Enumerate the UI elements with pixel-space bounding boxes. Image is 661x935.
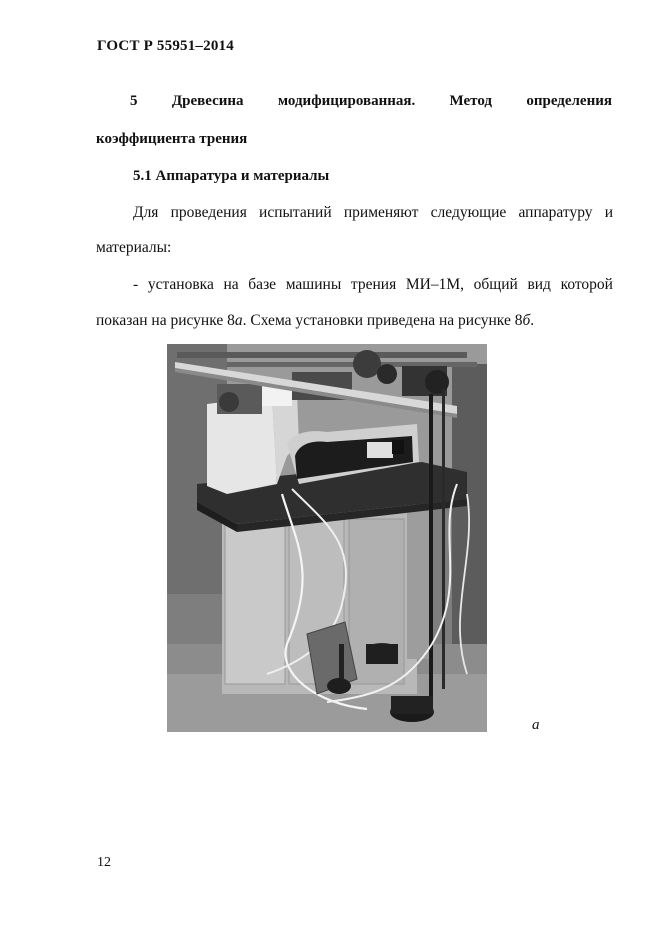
text-run: . Схема установки приведена на рисунке 8	[242, 312, 523, 329]
word: МИ–1М,	[405, 276, 464, 293]
section-heading	[130, 93, 612, 110]
word: и	[604, 204, 613, 221]
word: применяют	[343, 204, 419, 221]
subsection-heading: 5.1 Аппаратура и материалы	[133, 168, 330, 184]
word: аппаратуру	[518, 204, 593, 221]
section-title-word: определения	[526, 93, 612, 109]
figure-label: а	[532, 717, 540, 733]
word: Для	[133, 204, 159, 221]
word: трения	[350, 276, 397, 293]
word: вид	[527, 276, 551, 293]
text-run: показан на рисунке 8	[96, 312, 235, 329]
section-title-word: Древесина	[171, 93, 244, 109]
text-run: .	[530, 312, 535, 329]
word: проведения	[170, 204, 247, 221]
section-number: 5	[130, 93, 138, 109]
section-title-continued: коэффициента трения	[96, 131, 248, 147]
word: на	[223, 276, 239, 293]
page-number: 12	[97, 855, 111, 870]
paragraph-1-line-2: материалы:	[96, 239, 172, 256]
word: испытаний	[259, 204, 332, 221]
word: общий	[473, 276, 518, 293]
word: которой	[560, 276, 613, 293]
word: -	[133, 276, 139, 293]
word: установка	[147, 276, 214, 293]
word: базе	[248, 276, 277, 293]
figure-ref-a: а	[234, 312, 243, 329]
section-title-word: Метод	[449, 93, 492, 109]
figure-ref-b: б	[522, 312, 531, 329]
paragraph-2-line-1	[133, 276, 613, 294]
friction-machine-photo	[167, 344, 487, 732]
paragraph-2-line-2	[96, 312, 534, 330]
word: следующие	[430, 204, 507, 221]
document-id: ГОСТ Р 55951–2014	[97, 38, 234, 54]
paragraph-1-line-1	[133, 204, 613, 222]
section-title-word: модифицированная.	[277, 93, 416, 109]
word: машины	[285, 276, 342, 293]
